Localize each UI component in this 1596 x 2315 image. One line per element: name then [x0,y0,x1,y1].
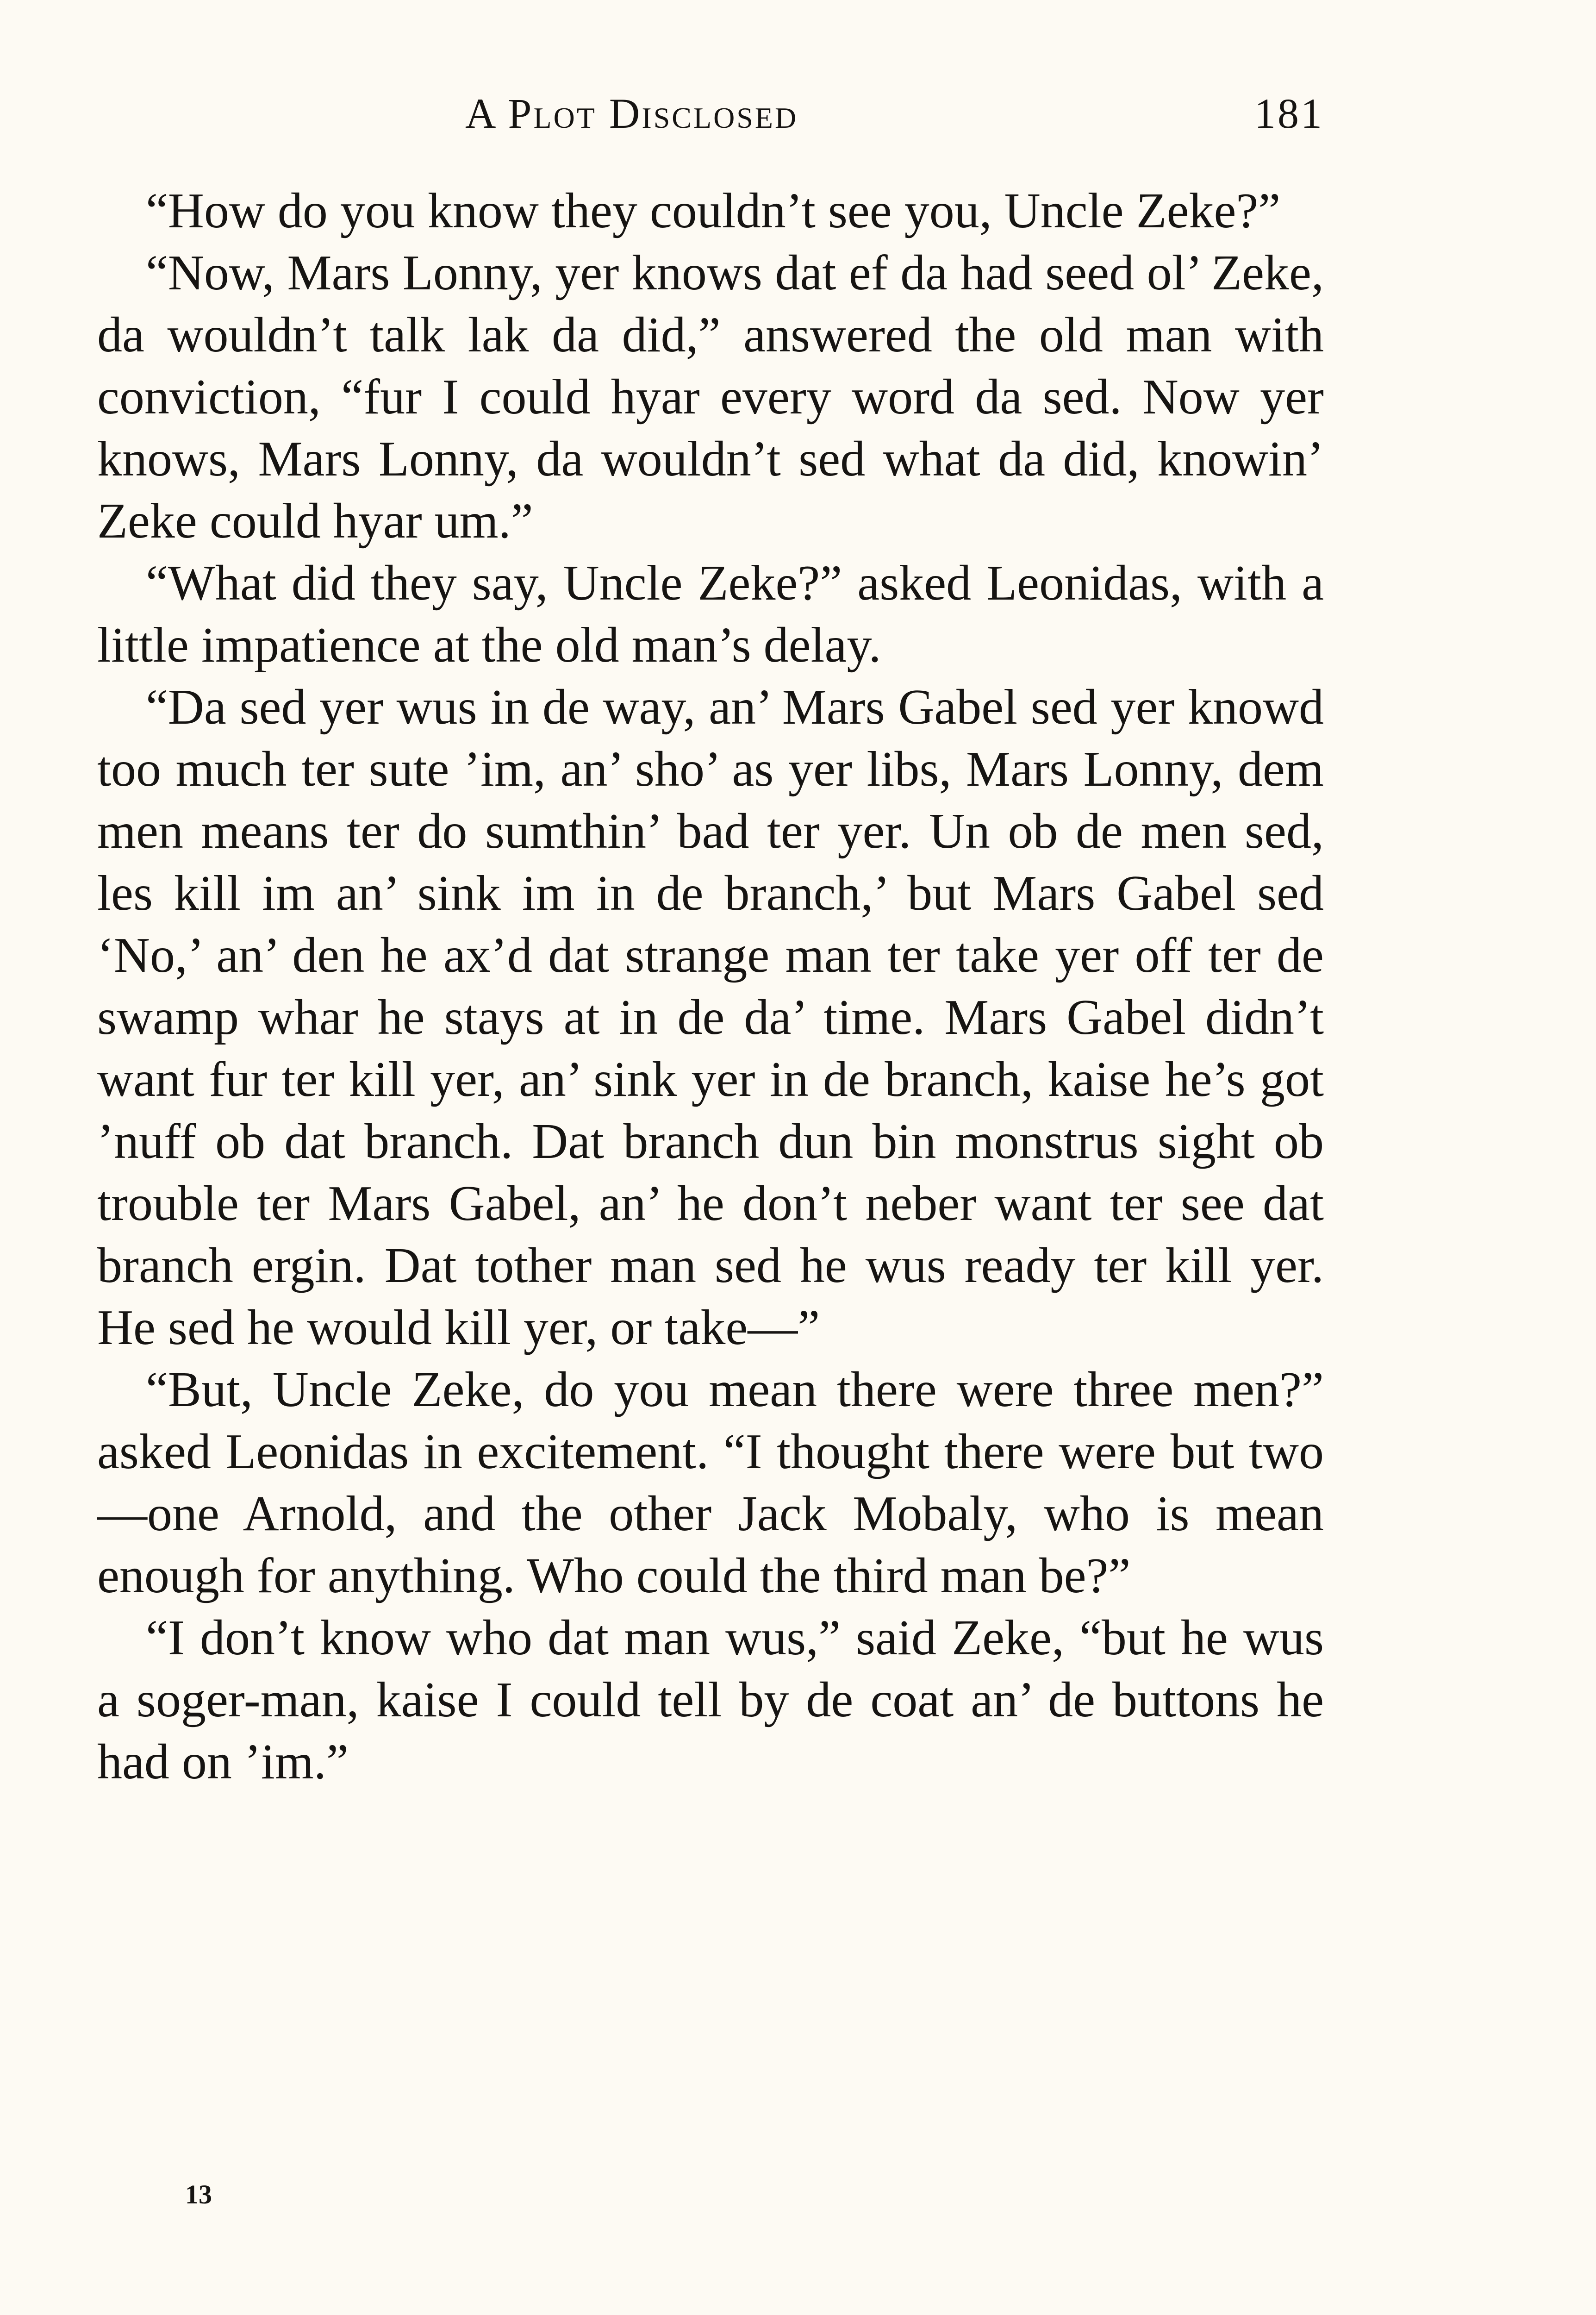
body-text [97,180,1324,1793]
page-number: 181 [1254,90,1324,137]
paragraph: “How do you know they couldn’t see you, Uncle Zeke?” [146,183,1281,238]
paragraph: “I don’t know who dat man wus,” said Zeke, “but he wus a soger-man, kaise I could tell by de coat an’ de buttons he had on ’im.” [97,1610,1324,1789]
paragraph: “Now, Mars Lonny, yer knows dat ef da had seed ol’ Zeke, da wouldn’t talk lak da did,” answered the old man with conviction, “fur I could hyar every word da sed. Now yer knows, Mars Lonny, da wouldn’t sed what da did, knowin’ Zeke could hyar um.” [97,245,1324,549]
paragraph: “Da sed yer wus in de way, an’ Mars Gabel sed yer knowd too much ter sute ’im, an’ sho’ as yer libs, Mars Lonny, dem men means ter do sumthin’ bad ter yer. Un ob de men sed, les kill im an’ sink im in de branch,’ but Mars Gabel sed ‘No,’ an’ den he ax’d dat strange man ter take yer off ter de swamp whar he stays at in de da’ time. Mars Gabel didn’t want fur ter kill yer, an’ sink yer in de branch, kaise he’s got ’nuff ob dat branch. Dat branch dun bin monstrus sight ob trouble ter Mars Gabel, an’ he don’t neber want ter see dat branch ergin. Dat tother man sed he wus ready ter kill yer. He sed he would kill yer, or take—” [97,680,1324,1355]
running-title: A Plot Disclosed [465,90,798,137]
running-head [97,81,1324,146]
paragraph: “But, Uncle Zeke, do you mean there were three men?” asked Leonidas in excitement. “I thought there were but two—one Arnold, and the other Jack Mobaly, who is mean enough for anything. Who could the third man be?” [97,1362,1324,1603]
signature-mark: 13 [185,2179,212,2209]
paragraph: “What did they say, Uncle Zeke?” asked Leonidas, with a little impatience at the old man’s delay. [97,556,1324,673]
